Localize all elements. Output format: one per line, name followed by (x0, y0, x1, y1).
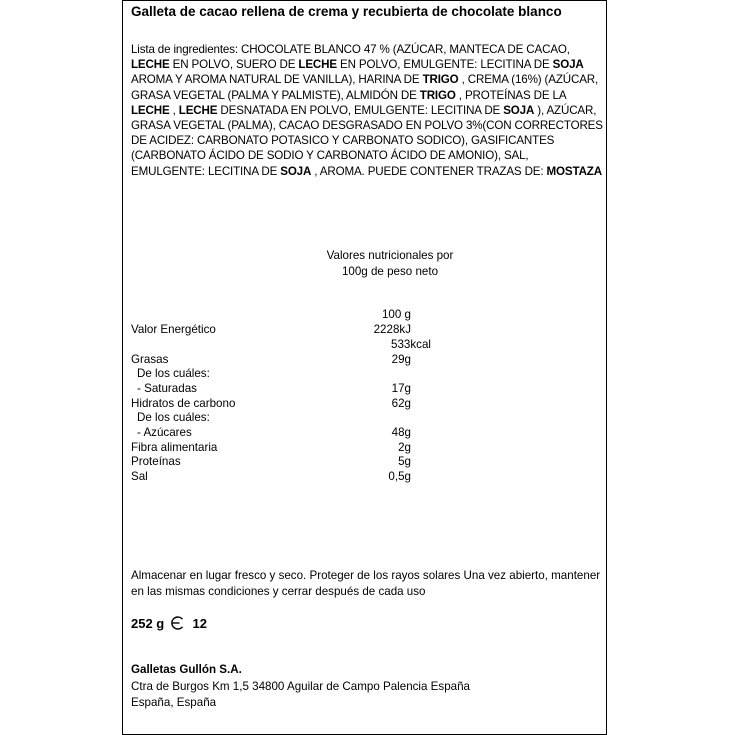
nutrition-row (131, 396, 431, 411)
ingredient-text: , PROTEÍNAS DE LA (455, 88, 566, 102)
ingredients-list (131, 42, 603, 179)
allergen-text: LECHE (178, 103, 218, 117)
nutrition-value: 29g (391, 353, 411, 366)
net-weight-value: 252 g (131, 616, 165, 631)
ingredient-text: DESNATADA EN POLVO, EMULGENTE: LECITINA DE (217, 103, 504, 117)
nutrition-label: Grasas (131, 353, 169, 366)
allergen-text: MOSTAZA (546, 164, 602, 178)
e-mark-icon (169, 616, 185, 630)
company-info (131, 662, 601, 712)
nutrition-row (131, 352, 431, 367)
company-address: Ctra de Burgos Km 1,5 34800 Aguilar de Campo Palencia España (131, 679, 471, 693)
nutrition-label: - Saturadas (137, 382, 197, 395)
nutrition-value: 62g (391, 397, 411, 410)
ingredient-text: Lista de ingredientes: CHOCOLATE BLANCO 47 % (AZÚCAR, MANTECA DE CACAO, (131, 43, 570, 56)
ingredient-text: , CREMA (16%) (AZÚCAR, GRASA VEGETAL (PALMA Y PALMISTE), ALMIDÓN DE (131, 73, 599, 102)
nutrition-row (131, 410, 431, 425)
nutrition-label: De los cuáles: (137, 411, 210, 424)
nutrition-row (131, 440, 431, 455)
nutrition-value: 533kcal (391, 338, 431, 351)
nutrition-value: 2228kJ (373, 323, 411, 336)
net-weight (131, 615, 207, 633)
allergen-text: LECHE (298, 58, 337, 72)
nutrition-value: 5g (398, 455, 411, 468)
top-divider (122, 0, 607, 1)
ingredient-text: EN POLVO, SUERO DE (169, 58, 299, 72)
ingredient-text: ), AZÚCAR, GRASA VEGETAL (PALMA), CACAO DESGRASADO EN POLVO 3%(CON CORRECTORES DE ACIDEZ: CARBONATO POTASICO Y CARBONATO SODICO), GASIFICANTES (CARBONATO ÁCIDO DE SODIO Y CARBONATO ÁCIDO DE AMONIO), SAL, EMULGENTE: LECITINA DE (131, 103, 603, 178)
nutrition-value: 2g (398, 441, 411, 454)
nutrition-label: Fibra alimentaria (131, 441, 218, 454)
company-name: Galletas Gullón S.A. (131, 663, 242, 676)
nutrition-value: 0,5g (388, 470, 411, 483)
nutrition-row (131, 307, 431, 322)
nutrition-row (131, 454, 431, 469)
nutrition-row (131, 322, 431, 337)
nutrition-row (131, 337, 431, 352)
nutrition-value: 48g (391, 426, 411, 439)
nutrition-label: De los cuáles: (137, 367, 210, 380)
allergen-text: LECHE (131, 58, 170, 72)
nutrition-label: Valor Energético (131, 323, 216, 336)
nutrition-row (131, 425, 431, 440)
allergen-text: SOJA (280, 164, 312, 178)
units-count: 12 (192, 616, 207, 631)
nutrition-label: Sal (131, 470, 148, 483)
company-country: España, España (131, 696, 217, 709)
allergen-text: SOJA (503, 103, 535, 117)
storage-instructions: Almacenar en lugar fresco y seco. Proteger de los rayos solares Una vez abierto, mantener en las mismas condiciones y cerrar después de cada uso (131, 569, 601, 598)
product-title: Galleta de cacao rellena de crema y recubierta de chocolate blanco (131, 4, 562, 19)
ingredient-text: AROMA Y AROMA NATURAL DE VANILLA), HARINA DE (131, 73, 423, 87)
allergen-text: TRIGO (419, 88, 456, 102)
nutrition-value: 100 g (381, 308, 411, 321)
nutrition-value: 17g (391, 382, 411, 395)
ingredient-text: , AROMA. PUEDE CONTENER TRAZAS DE: (311, 164, 547, 178)
nutrition-label: Hidratos de carbono (131, 397, 236, 410)
nutrition-row (131, 469, 431, 484)
ingredient-text: EN POLVO, EMULGENTE: LECITINA DE (336, 58, 553, 72)
allergen-text: SOJA (552, 58, 584, 72)
nutrition-header-line1: Valores nutricionales por (326, 249, 454, 262)
nutrition-row (131, 381, 431, 396)
allergen-text: TRIGO (422, 73, 459, 87)
nutrition-header (300, 248, 480, 279)
nutrition-label: - Azúcares (137, 426, 192, 439)
nutrition-label: Proteínas (131, 455, 181, 468)
nutrition-header-line2: 100g de peso neto (341, 264, 439, 278)
allergen-text: LECHE (131, 103, 170, 117)
nutrition-row (131, 366, 431, 381)
ingredient-text: , (169, 103, 179, 117)
